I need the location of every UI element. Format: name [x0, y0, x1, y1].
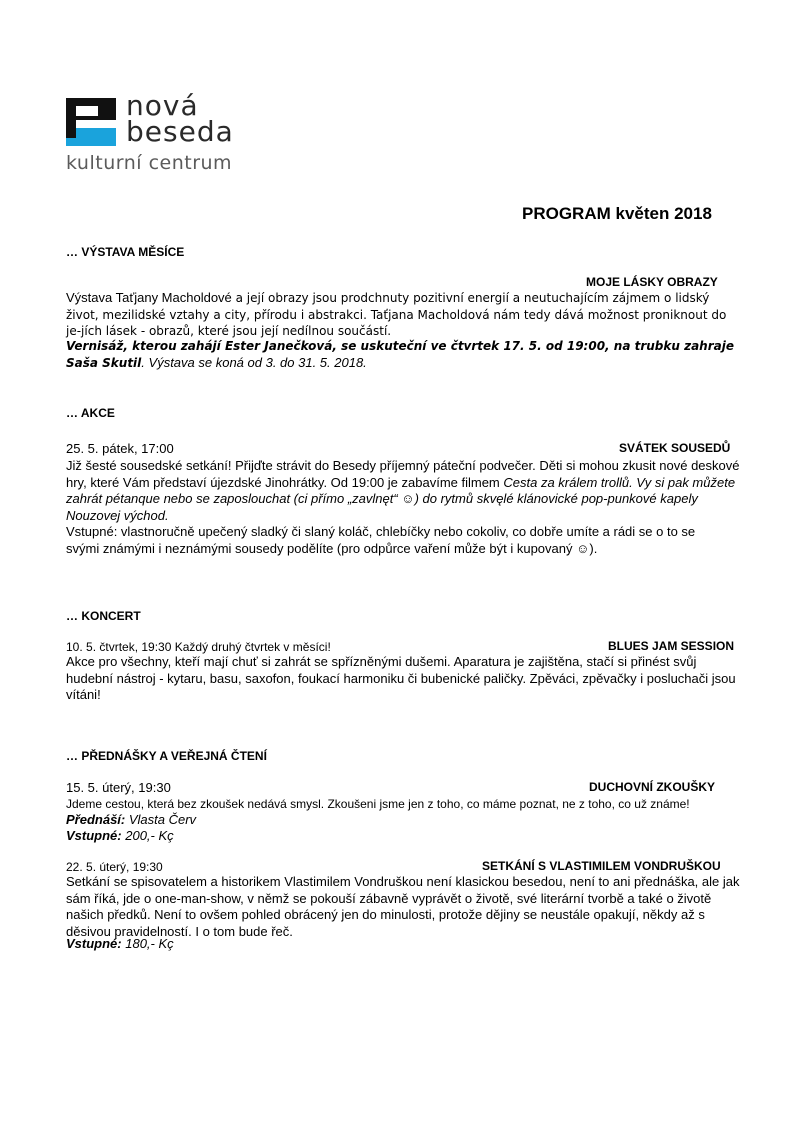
- lecture-2-price: [66, 936, 174, 952]
- price-value: 180,- Kç: [121, 936, 174, 951]
- logo-word-nova: nová: [126, 89, 199, 122]
- concert-text: Akce pro všechny, kteří mají chuť si zahrát se spřízněnými dušemi. Aparatura je zajištěna, stačí si přinést svůj hudební nástroj - kytaru, basu, saxofon, foukací harmoniku či bubenické paličky. Zpěváci, zpěvačky i posluchači jsou vítáni!: [66, 654, 736, 702]
- section-heading-lectures: … PŘEDNÁŠKY A VEŘEJNÁ ČTENÍ: [66, 749, 267, 763]
- action-film: Cesta za králem trollů. Vy si pak můžete zahrát pétanque nebo se zaposlouchat (ci přímo „zavlnęt“ ☺) do rytmů skvęlé klánovické pop-punkové kapely Nouzovej východ.: [66, 474, 736, 523]
- program-title: PROGRAM květen 2018: [522, 204, 712, 223]
- section-heading-concert: … KONCERT: [66, 609, 141, 623]
- exhibition-dates: . Výstava se koná od 3. do 31. 5. 2018.: [141, 354, 367, 370]
- exhibition-text-lead: Výstava Taťjany Macholdové: [66, 290, 232, 305]
- action-text: [66, 458, 742, 524]
- action-date: 25. 5. pátek, 17:00: [66, 441, 174, 456]
- vernissage-info: Vernisáž, kterou zahájí Ester Janečková, se uskuteční ve čtvrtek 17. 5. od 19:00, na trubku zahraje Saša Skutil: [66, 339, 734, 370]
- price-value: 200,- Kç: [121, 828, 174, 843]
- nova-beseda-logo-mark: [66, 98, 116, 146]
- section-heading-action: … AKCE: [66, 406, 115, 420]
- logo-subtitle: kulturní centrum: [66, 152, 233, 174]
- lecture-1-lecturer: [66, 812, 196, 828]
- action-text-normal: Již šesté sousedské setkání! Přijďte strávit do Besedy příjemný páteční podvečer. Děti si mohou zkusit nové deskové hry, které Vám představí újezdské Jinohrátky. Od 19:00 je zabavíme filmem: [66, 458, 740, 490]
- lecture-2-title: SETKÁNÍ S VLASTIMILEM VONDRUŠKOU: [482, 859, 721, 873]
- price-label: Vstupné:: [66, 828, 122, 843]
- concert-date: 10. 5. čtvrtek, 19:30 Každý druhý čtvrtek v měsíci!: [66, 640, 331, 654]
- exhibition-text: [66, 290, 738, 340]
- lecture-1-text: Jdeme cestou, která bez zkoušek nedává smysl. Zkoušeni jsme jen z toho, co máme poznat, ne z toho, co už známe!: [66, 797, 690, 811]
- action-entry: Vstupné: vlastnoručně upečený sladký či slaný koláč, chlebíčky nebo cokoliv, co dobře umíte a rádi se o to se svými známými i neznámými sousedy podělíte (pro odpůrce vaření může být i kupovaný ☺).: [66, 524, 696, 556]
- lecturer-name: Vlasta Červ: [125, 812, 197, 827]
- lecture-1-price: [66, 828, 174, 844]
- concert-title: BLUES JAM SESSION: [608, 639, 735, 653]
- lecture-2-date: 22. 5. úterý, 19:30: [66, 860, 163, 874]
- price-label: Vstupné:: [66, 936, 122, 951]
- action-title: SVÁTEK SOUSEDŮ: [619, 441, 731, 455]
- lecture-2-text: Setkání se spisovatelem a historikem Vlastimilem Vondruškou není klasickou besedou, není to ani přednáška, ale jak sám říká, jde o one-man-show, v němž se pokouší zábavně vyprávět o životě, své literární tvorbě a také o životě našich předků. Není to ovšem pohled obrácený jen do minulosti, protože dějiny se neustále opakují, někdy až s děsivou pravidelností. I o tom bude řeč.: [66, 874, 740, 939]
- lecture-1-date: 15. 5. úterý, 19:30: [66, 780, 171, 795]
- exhibition-text-rest: a její obrazy jsou prodchnuty pozitivní energií a neutuchajícím zájmem o lidský život, mezilidské vztahy a city, přírodu i abstrakci. Taťjana Macholdová nám tedy dává možnost proniknout do je-jích lásek - obrazů, které jsou její nedílnou součástí.: [66, 291, 727, 338]
- exhibition-title: MOJE LÁSKY OBRAZY: [586, 275, 718, 289]
- exhibition-vernissage: [66, 338, 738, 371]
- section-heading-exhibition: … VÝSTAVA MĚSÍCE: [66, 245, 185, 259]
- logo: [66, 89, 266, 182]
- lecturer-label: Přednáší:: [66, 812, 126, 827]
- logo-word-beseda: beseda: [126, 115, 234, 148]
- lecture-1-title: DUCHOVNÍ ZKOUŠKY: [589, 780, 716, 794]
